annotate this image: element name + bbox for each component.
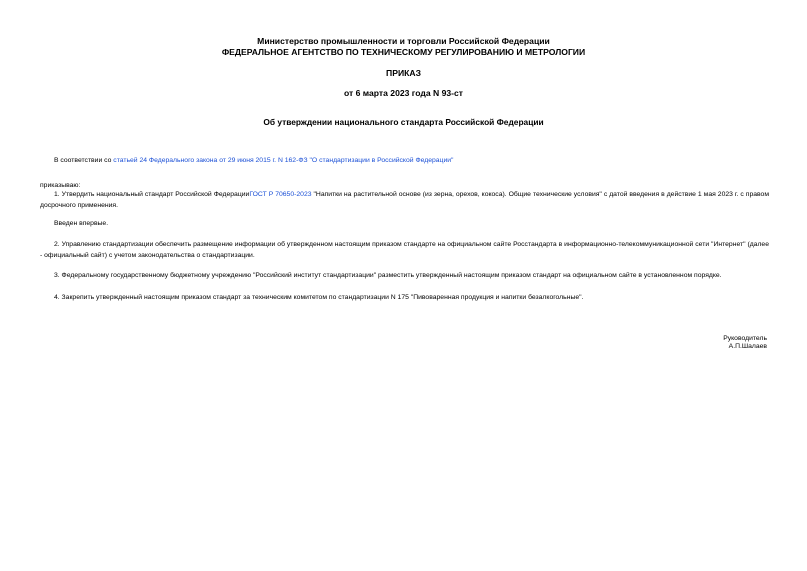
gost-standard-link[interactable]: ГОСТ Р 70650-2023 bbox=[249, 191, 312, 198]
order-item-2: 2. Управлению стандартизации обеспечить размещение информации об утвержденном настоящим приказом стандарте на официальном сайте Росстандарта в информационно-телекоммуникационной сети "Интернет" (далее - официальный сайт) с учетом законодательства о стандартизации. bbox=[40, 241, 769, 259]
order-item-3: 3. Федеральному государственному бюджетному учреждению "Российский институт стандартизации" разместить утвержденный настоящим приказом стандарт на официальном сайте в установленном порядке. bbox=[54, 272, 722, 279]
federal-law-link[interactable]: статьей 24 Федерального закона от 29 июня 2015 г. N 162-ФЗ "О стандартизации в Российской Федерации" bbox=[113, 157, 454, 164]
order-item-1 bbox=[40, 189, 769, 211]
order-heading: ПРИКАЗ bbox=[386, 68, 421, 78]
agency-title: ФЕДЕРАЛЬНОЕ АГЕНТСТВО ПО ТЕХНИЧЕСКОМУ РЕГУЛИРОВАНИЮ И МЕТРОЛОГИИ bbox=[221, 47, 586, 57]
ministry-title: Министерство промышленности и торговли Российской Федерации bbox=[257, 36, 550, 46]
item1-suffix: "Напитки на растительной основе (из зерна, орехов, кокоса). Общие технические условия" с датой введения в действие 1 мая 2023 г. с правом досрочного применения. bbox=[40, 191, 770, 209]
legal-basis-prefix: В соответствии со bbox=[54, 157, 114, 164]
order-subject: Об утверждении национального стандарта Российской Федерации bbox=[263, 117, 544, 127]
signatory-title: Руководитель bbox=[723, 335, 767, 342]
order-item-4: 4. Закрепить утвержденный настоящим приказом стандарт за техническим комитетом по стандартизации N 175 "Пивоваренная продукция и напитки безалкогольные". bbox=[54, 294, 584, 301]
order-date-number: от 6 марта 2023 года N 93-ст bbox=[343, 88, 464, 98]
item1-prefix: 1. Утвердить национальный стандарт Российской Федерации bbox=[54, 191, 250, 198]
legal-basis-paragraph bbox=[40, 155, 769, 166]
signatory-name: А.П.Шалаев bbox=[728, 343, 767, 350]
orders-word: приказываю: bbox=[40, 182, 81, 189]
introduced-note: Введен впервые. bbox=[54, 220, 109, 227]
